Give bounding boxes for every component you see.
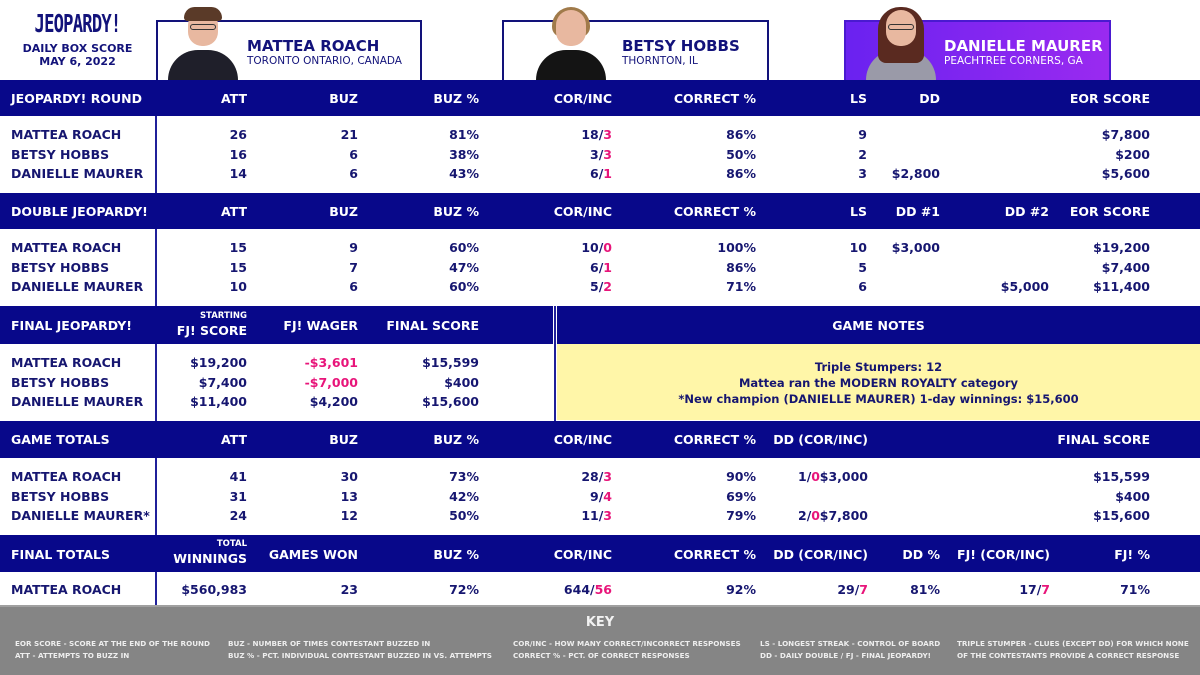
dd-amount: $3,000 <box>819 469 868 484</box>
att: 15 <box>229 259 247 275</box>
col-starting-top: STARTING <box>199 311 247 321</box>
cor-inc: 3/3 <box>590 146 612 162</box>
buz-pct: 73% <box>449 469 479 484</box>
correct-pct: 100% <box>717 240 756 255</box>
fj-cor-inc: 17/7 <box>1019 582 1050 597</box>
key-item: OF THE CONTESTANTS PROVIDE A CORRECT RESPONSE <box>957 651 1180 660</box>
column-divider <box>155 572 157 606</box>
contestant-name: BETSY HOBBS <box>11 259 110 275</box>
section-title: FINAL TOTALS <box>11 547 110 562</box>
dd-pct: 81% <box>910 582 940 597</box>
col-final-score: FINAL SCORE <box>1057 432 1150 447</box>
jeopardy-logo: JEOPARDY! <box>34 10 121 39</box>
ls: 3 <box>858 166 867 182</box>
correct-count: 5 <box>590 279 599 295</box>
col-cor-inc: COR/INC <box>553 547 612 562</box>
eor-score: $5,600 <box>1101 166 1150 182</box>
col-buz-pct: BUZ % <box>433 432 479 447</box>
correct-pct: 50% <box>726 146 756 162</box>
col-buz-pct: BUZ % <box>433 204 479 219</box>
col-cor-inc: COR/INC <box>553 432 612 447</box>
correct-count: 3 <box>590 146 599 162</box>
key-legend <box>0 605 1200 675</box>
contestant-card-danielle <box>844 20 1111 80</box>
dd-correct: 29 <box>837 582 855 597</box>
final-score: $15,599 <box>1093 469 1150 484</box>
cor-inc: 6/1 <box>590 166 612 182</box>
contestant-name: MATTEA ROACH <box>247 37 380 55</box>
game-notes-header <box>557 306 1200 344</box>
cor-inc: 5/2 <box>590 279 612 295</box>
col-fj-pct: FJ! % <box>1114 547 1150 562</box>
incorrect-count: 3 <box>603 146 612 162</box>
game-note: Mattea ran the MODERN ROYALTY category <box>738 376 1019 390</box>
col-total-top: TOTAL <box>216 539 247 549</box>
final-score: $400 <box>1115 488 1150 504</box>
buz-pct: 50% <box>449 508 479 524</box>
col-winnings: WINNINGS <box>173 551 247 566</box>
eor-score: $200 <box>1115 146 1150 162</box>
att: 26 <box>229 127 247 142</box>
cor-inc: 9/4 <box>590 488 612 504</box>
key-item: COR/INC - HOW MANY CORRECT/INCORRECT RESPONSES <box>513 639 741 648</box>
incorrect-count: 4 <box>603 488 612 504</box>
col-att: ATT <box>220 432 247 447</box>
starting-fj-score: $11,400 <box>190 394 247 410</box>
game-note: *New champion (DANIELLE MAURER) 1-day winnings: $15,600 <box>678 392 1079 406</box>
buz: 12 <box>340 508 358 524</box>
cor-inc: 28/3 <box>581 469 612 484</box>
col-ls: LS <box>850 204 867 219</box>
buz: 30 <box>340 469 358 484</box>
col-dd: DD <box>919 91 940 106</box>
correct-pct: 69% <box>726 488 756 504</box>
starting-fj-score: $19,200 <box>190 355 247 370</box>
contestant-name: DANIELLE MAURER <box>944 37 1103 55</box>
buz-pct: 72% <box>449 582 479 597</box>
contestant-name: MATTEA ROACH <box>11 240 122 255</box>
contestant-name: MATTEA ROACH <box>11 127 122 142</box>
contestant-name: DANIELLE MAURER <box>11 279 144 295</box>
correct-count: 644 <box>563 582 591 597</box>
buz: 21 <box>340 127 358 142</box>
correct-pct: 86% <box>726 259 756 275</box>
cor-inc: 18/3 <box>581 127 612 142</box>
col-eor: EOR SCORE <box>1069 204 1150 219</box>
col-att: ATT <box>220 91 247 106</box>
correct-count: 9 <box>590 488 599 504</box>
incorrect-count: 56 <box>594 582 612 597</box>
att: 14 <box>229 166 247 182</box>
buz-pct: 47% <box>449 259 479 275</box>
game-notes-panel <box>557 344 1200 420</box>
buz: 7 <box>349 259 358 275</box>
buz-pct: 81% <box>449 127 479 142</box>
dd-cor-inc: 29/7 <box>837 582 868 597</box>
col-cor-inc: COR/INC <box>553 204 612 219</box>
buz-pct: 42% <box>449 488 479 504</box>
incorrect-count: 0 <box>603 240 612 255</box>
col-dd-pct: DD % <box>902 547 940 562</box>
col-dd-cor-inc: DD (COR/INC) <box>773 432 868 447</box>
final-score: $15,600 <box>1093 508 1150 524</box>
fj-pct: 71% <box>1120 582 1150 597</box>
col-correct-pct: CORRECT % <box>673 432 756 447</box>
col-dd1: DD #1 <box>895 204 940 219</box>
section-title: JEOPARDY! ROUND <box>11 91 142 106</box>
correct-count: 6 <box>590 166 599 182</box>
eor-score: $7,400 <box>1101 259 1150 275</box>
col-starting-bottom: FJ! SCORE <box>176 323 247 338</box>
correct-count: 10 <box>581 240 599 255</box>
att: 16 <box>229 146 247 162</box>
fj-wager: -$3,601 <box>304 355 358 370</box>
col-fj-cor-inc: FJ! (COR/INC) <box>957 547 1050 562</box>
contestant-location: THORNTON, IL <box>622 55 698 67</box>
ls: 2 <box>858 146 867 162</box>
fj-wager: -$7,000 <box>304 374 358 390</box>
cor-inc: 10/0 <box>581 240 612 255</box>
correct-pct: 86% <box>726 166 756 182</box>
contestant-name: BETSY HOBBS <box>11 488 110 504</box>
final-score: $400 <box>444 374 479 390</box>
buz: 9 <box>349 240 358 255</box>
contestant-name: MATTEA ROACH <box>11 469 122 484</box>
correct-pct: 92% <box>726 582 756 597</box>
eor-score: $7,800 <box>1101 127 1150 142</box>
incorrect-count: 1 <box>603 259 612 275</box>
contestant-name: DANIELLE MAURER <box>11 394 144 410</box>
buz-pct: 60% <box>449 279 479 295</box>
att: 15 <box>229 240 247 255</box>
buz: 6 <box>349 146 358 162</box>
correct-pct: 86% <box>726 127 756 142</box>
col-buz-pct: BUZ % <box>433 91 479 106</box>
correct-count: 2 <box>798 508 807 524</box>
correct-count: 18 <box>581 127 599 142</box>
contestant-card-mattea <box>156 20 422 80</box>
eor-score: $19,200 <box>1093 240 1150 255</box>
col-buz: BUZ <box>329 204 358 219</box>
correct-count: 11 <box>581 508 599 524</box>
contestant-photo <box>864 10 938 80</box>
fj-wager: $4,200 <box>309 394 358 410</box>
game-note: Triple Stumpers: 12 <box>814 360 943 374</box>
col-correct-pct: CORRECT % <box>673 547 756 562</box>
game-totals-header <box>0 421 1200 458</box>
contestant-name: BETSY HOBBS <box>11 146 110 162</box>
key-item: ATT - ATTEMPTS TO BUZZ IN <box>15 651 130 660</box>
dd: $2,800 <box>891 166 940 182</box>
final-totals-header <box>0 535 1200 572</box>
col-eor: EOR SCORE <box>1069 91 1150 106</box>
key-item: DD - DAILY DOUBLE / FJ - FINAL JEOPARDY! <box>760 651 931 660</box>
att: 10 <box>229 279 247 295</box>
fj-incorrect: 7 <box>1041 582 1050 597</box>
col-att: ATT <box>220 204 247 219</box>
contestant-card-betsy <box>502 20 769 80</box>
col-correct-pct: CORRECT % <box>673 204 756 219</box>
cor-inc: 644/56 <box>563 582 612 597</box>
ls: 10 <box>849 240 867 255</box>
dd-amount: $7,800 <box>819 508 868 524</box>
games-won: 23 <box>340 582 358 597</box>
dd1: $3,000 <box>891 240 940 255</box>
att: 24 <box>229 508 247 524</box>
dd-incorrect: 7 <box>859 582 868 597</box>
correct-pct: 79% <box>726 508 756 524</box>
section-title: DOUBLE JEOPARDY! <box>11 204 148 219</box>
incorrect-count: 3 <box>603 508 612 524</box>
key-item: TRIPLE STUMPER - CLUES (EXCEPT DD) FOR WHICH NONE <box>957 639 1189 648</box>
incorrect-count: 3 <box>603 127 612 142</box>
column-divider <box>155 458 157 535</box>
column-divider <box>155 116 157 193</box>
incorrect-count: 2 <box>603 279 612 295</box>
buz-pct: 38% <box>449 146 479 162</box>
col-fj-wager: FJ! WAGER <box>283 318 358 333</box>
contestant-name: BETSY HOBBS <box>622 37 740 55</box>
col-games-won: GAMES WON <box>268 547 358 562</box>
ls: 9 <box>858 127 867 142</box>
key-item: BUZ % - PCT. INDIVIDUAL CONTESTANT BUZZED IN VS. ATTEMPTS <box>228 651 492 660</box>
correct-count: 28 <box>581 469 599 484</box>
section-title: FINAL JEOPARDY! <box>11 318 132 333</box>
buz: 13 <box>340 488 358 504</box>
daily-box-score-logo <box>10 10 145 68</box>
incorrect-count: 3 <box>603 469 612 484</box>
contestant-location: TORONTO ONTARIO, CANADA <box>247 55 402 67</box>
key-item: LS - LONGEST STREAK - CONTROL OF BOARD <box>760 639 941 648</box>
key-item: BUZ - NUMBER OF TIMES CONTESTANT BUZZED IN <box>228 639 431 648</box>
key-title: KEY <box>585 615 615 630</box>
contestant-name: MATTEA ROACH <box>11 582 122 597</box>
contestant-photo <box>534 10 608 80</box>
cor-inc: 11/3 <box>581 508 612 524</box>
column-divider <box>155 229 157 306</box>
notes-divider <box>554 306 556 421</box>
correct-count: 6 <box>590 259 599 275</box>
buz-pct: 43% <box>449 166 479 182</box>
incorrect-count: 0 <box>811 508 820 524</box>
jeopardy-round-header <box>0 80 1200 116</box>
total-winnings: $560,983 <box>181 582 247 597</box>
key-item: CORRECT % - PCT. OF CORRECT RESPONSES <box>513 651 690 660</box>
att: 31 <box>229 488 247 504</box>
contestant-location: PEACHTREE CORNERS, GA <box>944 55 1083 67</box>
col-dd2: DD #2 <box>1004 204 1049 219</box>
double-jeopardy-header <box>0 193 1200 229</box>
ls: 5 <box>858 259 867 275</box>
dd2: $5,000 <box>1000 279 1049 295</box>
cor-inc: 2/0 <box>798 508 820 524</box>
final-jeopardy-header <box>0 306 555 344</box>
col-final-score: FINAL SCORE <box>386 318 479 333</box>
correct-pct: 90% <box>726 469 756 484</box>
box-score-date: MAY 6, 2022 <box>39 55 116 68</box>
correct-count: 1 <box>798 469 807 484</box>
ls: 6 <box>858 279 867 295</box>
col-correct-pct: CORRECT % <box>673 91 756 106</box>
col-buz: BUZ <box>329 432 358 447</box>
box-score-subtitle: DAILY BOX SCORE <box>22 42 133 55</box>
cor-inc: 6/1 <box>590 259 612 275</box>
game-notes-title: GAME NOTES <box>832 318 925 333</box>
starting-fj-score: $7,400 <box>198 374 247 390</box>
col-ls: LS <box>850 91 867 106</box>
buz: 6 <box>349 166 358 182</box>
contestant-name: BETSY HOBBS <box>11 374 110 390</box>
correct-pct: 71% <box>726 279 756 295</box>
section-title: GAME TOTALS <box>11 432 110 447</box>
incorrect-count: 0 <box>811 469 820 484</box>
col-dd-cor-inc: DD (COR/INC) <box>773 547 868 562</box>
buz: 6 <box>349 279 358 295</box>
contestant-name: MATTEA ROACH <box>11 355 122 370</box>
contestant-name: DANIELLE MAURER* <box>11 508 150 524</box>
fj-correct: 17 <box>1019 582 1037 597</box>
buz-pct: 60% <box>449 240 479 255</box>
col-buz-pct: BUZ % <box>433 547 479 562</box>
att: 41 <box>229 469 247 484</box>
contestant-name: DANIELLE MAURER <box>11 166 144 182</box>
col-buz: BUZ <box>329 91 358 106</box>
cor-inc: 1/0 <box>798 469 820 484</box>
col-cor-inc: COR/INC <box>553 91 612 106</box>
incorrect-count: 1 <box>603 166 612 182</box>
final-score: $15,599 <box>422 355 479 370</box>
contestant-photo <box>166 10 240 80</box>
column-divider <box>155 344 157 421</box>
eor-score: $11,400 <box>1093 279 1150 295</box>
key-item: EOR SCORE - SCORE AT THE END OF THE ROUND <box>15 639 211 648</box>
final-score: $15,600 <box>422 394 479 410</box>
